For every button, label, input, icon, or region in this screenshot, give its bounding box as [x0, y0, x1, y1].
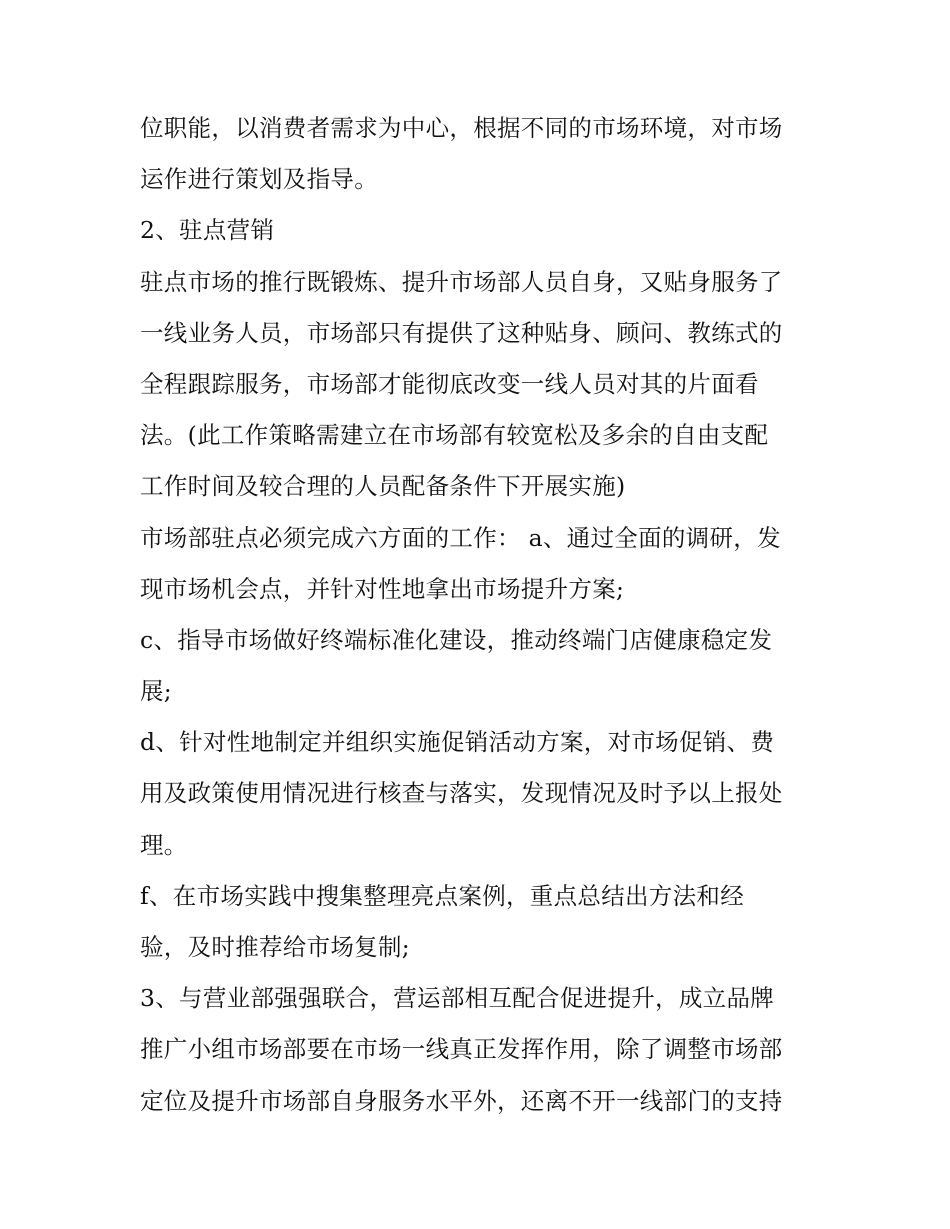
text-line: 展;: [140, 677, 173, 706]
text-line: f、在市场实践中搜集整理亮点案例，重点总结出方法和经: [140, 881, 744, 910]
document-body: [140, 103, 820, 1127]
text-line: 理。: [140, 830, 188, 859]
text-line: 位职能，以消费者需求为中心，根据不同的市场环境，对市场: [140, 114, 783, 142]
text-line: 一线业务人员，市场部只有提供了这种贴身、顾问、教练式的: [140, 318, 783, 347]
text-line: c、指导市场做好终端标准化建设，推动终端门店健康稳定发: [140, 625, 773, 654]
text-line: 工作时间及较合理的人员配备条件下开展实施): [140, 472, 626, 501]
text-line: 用及政策使用情况进行核查与落实，发现情况及时予以上报处: [140, 779, 783, 808]
text-line: 推广小组市场部要在市场一线真正发挥作用，除了调整市场部: [140, 1035, 783, 1064]
text-line: 验，及时推荐给市场复制;: [140, 933, 411, 961]
text-line: 现市场机会点，并针对性地拿出市场提升方案;: [140, 574, 625, 603]
section-heading: 2、驻点营销: [140, 216, 275, 245]
text-line: 驻点市场的推行既锻炼、提升市场部人员自身，又贴身服务了: [140, 267, 783, 296]
text-line: d、针对性地制定并组织实施促销活动方案，对市场促销、费: [140, 728, 775, 757]
text-line: 市场部驻点必须完成六方面的工作： a、通过全面的调研，发: [140, 523, 781, 552]
text-line: 全程跟踪服务，市场部才能彻底改变一线人员对其的片面看: [140, 369, 759, 398]
text-line: 运作进行策划及指导。: [140, 165, 378, 194]
section-heading: 3、与营业部强强联合，营运部相互配合促进提升，成立品牌: [140, 984, 775, 1013]
text-line: 法。(此工作策略需建立在市场部有较宽松及多余的自由支配: [140, 421, 769, 450]
text-line: 定位及提升市场部自身服务水平外，还离不开一线部门的支持: [140, 1086, 783, 1115]
